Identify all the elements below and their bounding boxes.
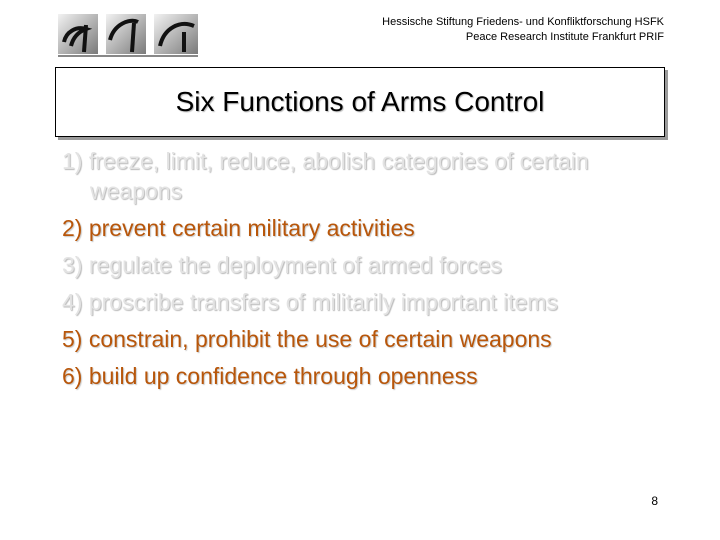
hsfk-logo-icon xyxy=(56,12,201,57)
org-name-english: Peace Research Institute Frankfurt PRIF xyxy=(465,31,664,43)
org-name-german: Hessische Stiftung Friedens- und Konfliktforschung HSFK xyxy=(382,16,664,28)
list-item: 6) build up confidence through openness xyxy=(62,363,478,389)
list-item: 4) proscribe transfers of militarily important items xyxy=(62,289,558,315)
list-item: 3) regulate the deployment of armed forces xyxy=(62,252,502,278)
list-item: 1) freeze, limit, reduce, abolish categories of certain weapons xyxy=(62,148,589,204)
slide-title-box xyxy=(55,67,665,137)
list-item: 5) constrain, prohibit the use of certain weapons xyxy=(62,326,552,352)
slide-title: Six Functions of Arms Control xyxy=(175,86,545,117)
functions-list xyxy=(62,146,682,391)
organization-header xyxy=(382,15,664,45)
list-item: 2) prevent certain military activities xyxy=(62,215,415,241)
page-number: 8 xyxy=(651,494,658,508)
